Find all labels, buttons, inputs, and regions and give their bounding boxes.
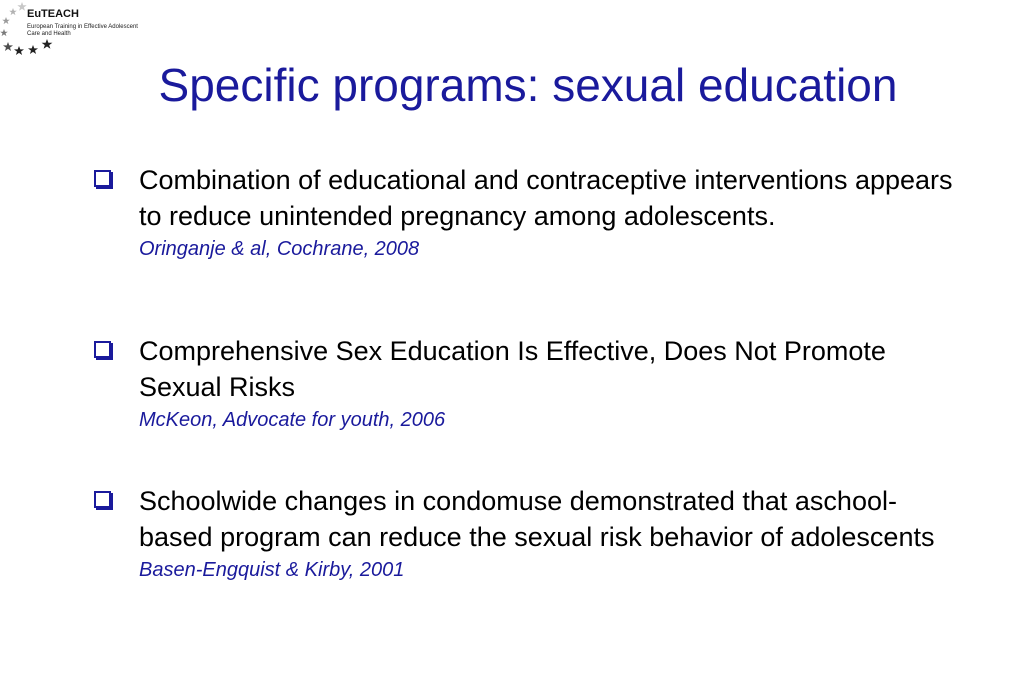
bullet-reference: Basen-Engquist & Kirby, 2001 [139, 559, 405, 581]
bullet-reference: Oringanje & al, Cochrane, 2008 [139, 238, 420, 260]
bullet-content [139, 333, 959, 435]
bullet-text: Comprehensive Sex Education Is Effective, Does Not Promote Sexual Risks [139, 336, 886, 402]
logo-title: EuTEACH [27, 8, 79, 20]
checkbox-bullet-icon [94, 170, 111, 187]
slide-title: Specific programs: sexual education [158, 59, 898, 111]
bullet-content [139, 162, 959, 264]
bullet-reference: McKeon, Advocate for youth, 2006 [139, 409, 446, 431]
bullet-text: Combination of educational and contraceptive interventions appears to reduce unintended pregnancy among adolescents. [139, 165, 953, 231]
logo-subtitle: European Training in Effective Adolescent Care and Health [27, 24, 138, 37]
bullet-content [139, 483, 959, 585]
checkbox-bullet-icon [94, 341, 111, 358]
checkbox-bullet-icon [94, 491, 111, 508]
bullet-text: Schoolwide changes in condomuse demonstrated that aschool-based program can reduce the sexual risk behavior of adolescents [139, 486, 935, 552]
